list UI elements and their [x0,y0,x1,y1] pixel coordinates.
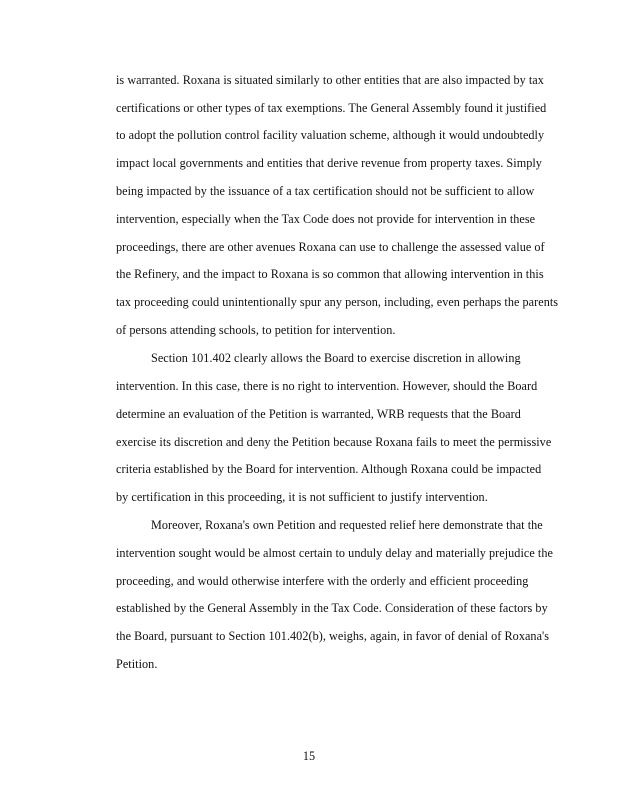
paragraph-1-line-6: intervention, especially when the Tax Code does not provide for intervention in these [116,212,536,226]
paragraph-1-line-8: the Refinery, and the impact to Roxana is so common that allowing intervention in this [116,267,544,281]
paragraph-2-line-4: exercise its discretion and deny the Petition because Roxana fails to meet the permissive [116,435,552,449]
paragraph-2-line-5: criteria established by the Board for intervention. Although Roxana could be impacted [116,462,542,476]
page-number: 15 [302,749,316,763]
paragraph-3-line-5: the Board, pursuant to Section 101.402(b), weighs, again, in favor of denial of Roxana's [116,629,550,643]
paragraph-2-line-6: by certification in this proceeding, it is not sufficient to justify intervention. [116,490,488,504]
paragraph-1-line-5: being impacted by the issuance of a tax certification should not be sufficient to allow [116,184,535,198]
paragraph-1-line-9: tax proceeding could unintentionally spur any person, including, even perhaps the parents [116,295,559,309]
paragraph-2-line-2: intervention. In this case, there is no right to intervention. However, should the Board [116,379,538,393]
paragraph-3-line-3: proceeding, and would otherwise interfere with the orderly and efficient proceeding [116,574,529,588]
paragraph-3-line-2: intervention sought would be almost certain to unduly delay and materially prejudice the [116,546,553,560]
paragraph-2-line-1: Section 101.402 clearly allows the Board to exercise discretion in allowing [151,351,521,365]
paragraph-1-line-7: proceedings, there are other avenues Roxana can use to challenge the assessed value of [116,240,545,254]
paragraph-1-line-10: of persons attending schools, to petition for intervention. [116,323,396,337]
paragraph-3-line-1: Moreover, Roxana's own Petition and requested relief here demonstrate that the [151,518,543,532]
paragraph-3-line-6: Petition. [116,657,158,671]
paragraph-1-line-2: certifications or other types of tax exemptions. The General Assembly found it justified [116,101,547,115]
paragraph-2-line-3: determine an evaluation of the Petition is warranted, WRB requests that the Board [116,407,521,421]
paragraph-1-line-4: impact local governments and entities that derive revenue from property taxes. Simply [116,156,542,170]
paragraph-1-line-3: to adopt the pollution control facility valuation scheme, although it would undoubtedly [116,128,545,142]
paragraph-3-line-4: established by the General Assembly in the Tax Code. Consideration of these factors by [116,601,548,615]
paragraph-1-line-1: is warranted. Roxana is situated similarly to other entities that are also impacted by tax [116,73,544,87]
